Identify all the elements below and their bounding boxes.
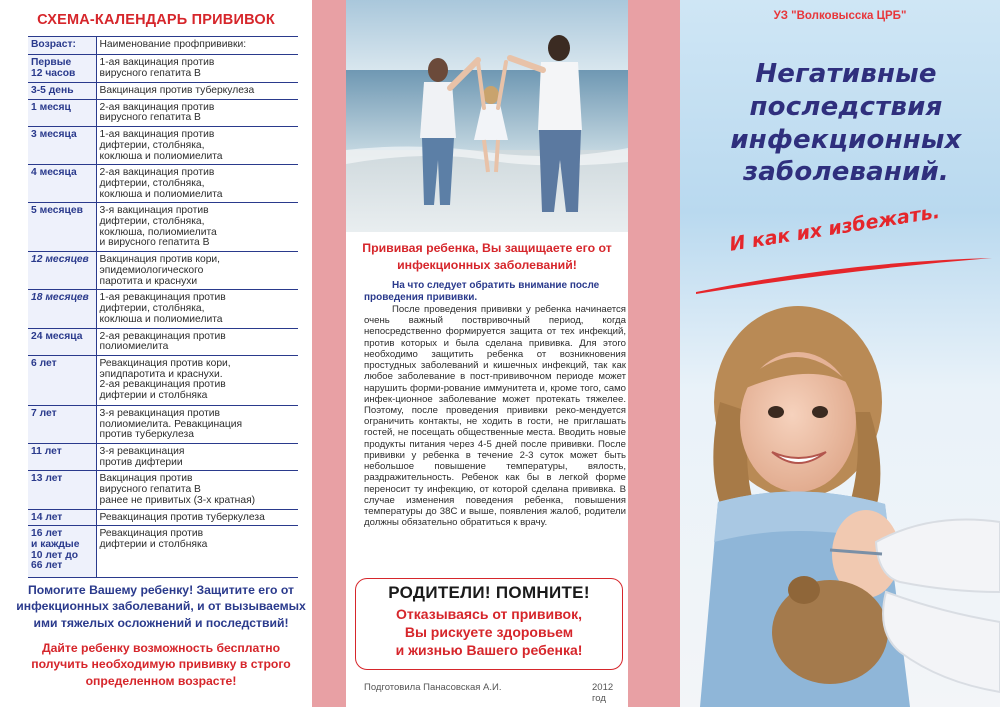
author-credit: Подготовила Панасовская А.И. [364, 682, 502, 693]
row-age: 5 месяцев [28, 203, 96, 252]
table-header-row [28, 37, 298, 55]
table-row [28, 127, 298, 165]
row-age: 3 месяца [28, 127, 96, 165]
row-age: 3-5 день [28, 83, 96, 100]
row-age: 4 месяца [28, 165, 96, 203]
table-row [28, 252, 298, 290]
table-row [28, 526, 298, 578]
row-vaccine: Ревакцинация против кори, эпидпаротита и краснухи. 2-ая ревакцинация против дифтерии и столбняка [96, 355, 298, 405]
row-age: Первые 12 часов [28, 55, 96, 83]
row-age: 12 месяцев [28, 252, 96, 290]
row-vaccine: 2-ая вакцинация против дифтерии, столбняка, коклюша и полиомиелита [96, 165, 298, 203]
child-vaccination-photo [680, 292, 1000, 707]
warning-line: Вы рискуете здоровьем [404, 624, 574, 641]
row-vaccine: 2-ая вакцинация против вирусного гепатита В [96, 99, 298, 126]
cover-title-line: последствия [749, 91, 943, 122]
row-vaccine: 1-ая вакцинация против дифтерии, столбняка, коклюша и полиомиелита [96, 127, 298, 165]
row-age: 14 лет [28, 509, 96, 526]
cover-subtitle: И как их избежать. [728, 200, 942, 256]
row-age: 7 лет [28, 405, 96, 443]
warning-text [356, 605, 622, 660]
table-row [28, 471, 298, 509]
row-age: 6 лет [28, 355, 96, 405]
table-row [28, 290, 298, 328]
help-your-child-text: Помогите Вашему ребенку! Защитите его от инфекционных заболеваний, и от вызываемых ими тяжелых осложнений и последствий! [16, 583, 306, 630]
row-vaccine: 1-ая ревакцинация против дифтерии, столбняка, коклюша и полиомиелита [96, 290, 298, 328]
cover-title-line: заболеваний. [742, 157, 950, 188]
table-row [28, 203, 298, 252]
article-body: После проведения прививки у ребенка начинается очень важный поствривочный период, когда непосредственно формируется защита от тех инфекций, против которых и была сделана прививка. Для этого необходимо защитить ребенка от возникновения простудных заболеваний и кишечных инфекций, так как любое заболевание в пост-прививочном периоде может нарушить форми-рование иммунитета и, кроме того, само инфек-ционное заболевание может протекать тяжелее. Поэтому, после проведения прививки реко-мендуется ограничить контакты, не ходить в гости, не приглашать гостей, не посещать общественные места. Вводить новые продукты питания через 4-5 дней после прививки. После прививки у ребенка в течение 2-3 суток может быть небольшое повышение температуры, вялость, раздражительность. Ребенок как бы в легкой форме переносит ту инфекцию, от которой сделана прививка. В случае изменения поведения ребенка, повышения температуры до 38С и выше, появления жалоб, родители должны обязательно обратиться к врачу. [364, 304, 626, 529]
calendar-title: СХЕМА-КАЛЕНДАРЬ ПРИВИВОК [37, 12, 275, 28]
row-age: 13 лет [28, 471, 96, 509]
row-vaccine: Ревакцинация против туберкулеза [96, 509, 298, 526]
row-vaccine: Вакцинация против туберкулеза [96, 83, 298, 100]
fold-strip-right [628, 0, 680, 707]
header-age: Возраст: [28, 37, 96, 55]
red-swoosh-decoration [694, 256, 994, 296]
publication-year: 2012 год [592, 682, 614, 704]
cover-title [696, 58, 996, 189]
organization-name: УЗ "Волковысска ЦРБ" [773, 10, 907, 22]
table-row [28, 405, 298, 443]
row-vaccine: 2-ая ревакцинация против полиомиелита [96, 328, 298, 355]
table-row [28, 509, 298, 526]
row-vaccine: 3-я ревакцинация против дифтерии [96, 444, 298, 471]
row-age: 11 лет [28, 444, 96, 471]
row-vaccine: 3-я вакцинация против дифтерии, столбняка, коклюша, полиомиелита и вирусного гепатита В [96, 203, 298, 252]
warning-line: и жизнью Вашего ребенка! [395, 642, 583, 659]
row-age: 16 лет и каждые 10 лет до 66 лет [28, 526, 96, 578]
article-headline: Прививая ребенка, Вы защищаете его от инфекционных заболеваний! [362, 241, 612, 272]
row-vaccine: 3-я ревакцинация против полиомиелита. Ревакцинация против туберкулеза [96, 405, 298, 443]
fold-strip-left [312, 0, 346, 707]
row-age: 24 месяца [28, 328, 96, 355]
cover-title-line: инфекционных [730, 124, 962, 155]
warning-line: Отказываясь от прививок, [396, 606, 582, 622]
row-vaccine: Вакцинация против кори, эпидемиологического паротита и краснухи [96, 252, 298, 290]
row-vaccine: Ревакцинация против дифтерии и столбняка [96, 526, 298, 578]
row-vaccine: Вакцинация против вирусного гепатита В ранее не привитых (3-х кратная) [96, 471, 298, 509]
vaccination-calendar-table [28, 36, 298, 578]
article-panel [346, 0, 628, 707]
free-vaccination-text: Дайте ребенку возможность бесплатно получить необходимую прививку в строго определенном возрасте! [31, 641, 291, 688]
family-beach-photo [346, 0, 628, 232]
table-row [28, 55, 298, 83]
table-row [28, 355, 298, 405]
attention-subheading: На что следует обратить внимание после проведения прививки. [364, 280, 600, 303]
table-row [28, 444, 298, 471]
table-row [28, 99, 298, 126]
table-row [28, 165, 298, 203]
warning-title: РОДИТЕЛИ! ПОМНИТЕ! [388, 583, 590, 602]
row-age: 1 месяц [28, 99, 96, 126]
cover-panel [680, 0, 1000, 707]
header-vaccine: Наименование профпрививки: [96, 37, 298, 55]
cover-title-line: Негативные [755, 59, 937, 89]
table-row [28, 328, 298, 355]
row-age: 18 месяцев [28, 290, 96, 328]
row-vaccine: 1-ая вакцинация против вирусного гепатита В [96, 55, 298, 83]
table-row [28, 83, 298, 100]
calendar-panel [0, 0, 312, 707]
parents-warning-box [355, 578, 623, 670]
